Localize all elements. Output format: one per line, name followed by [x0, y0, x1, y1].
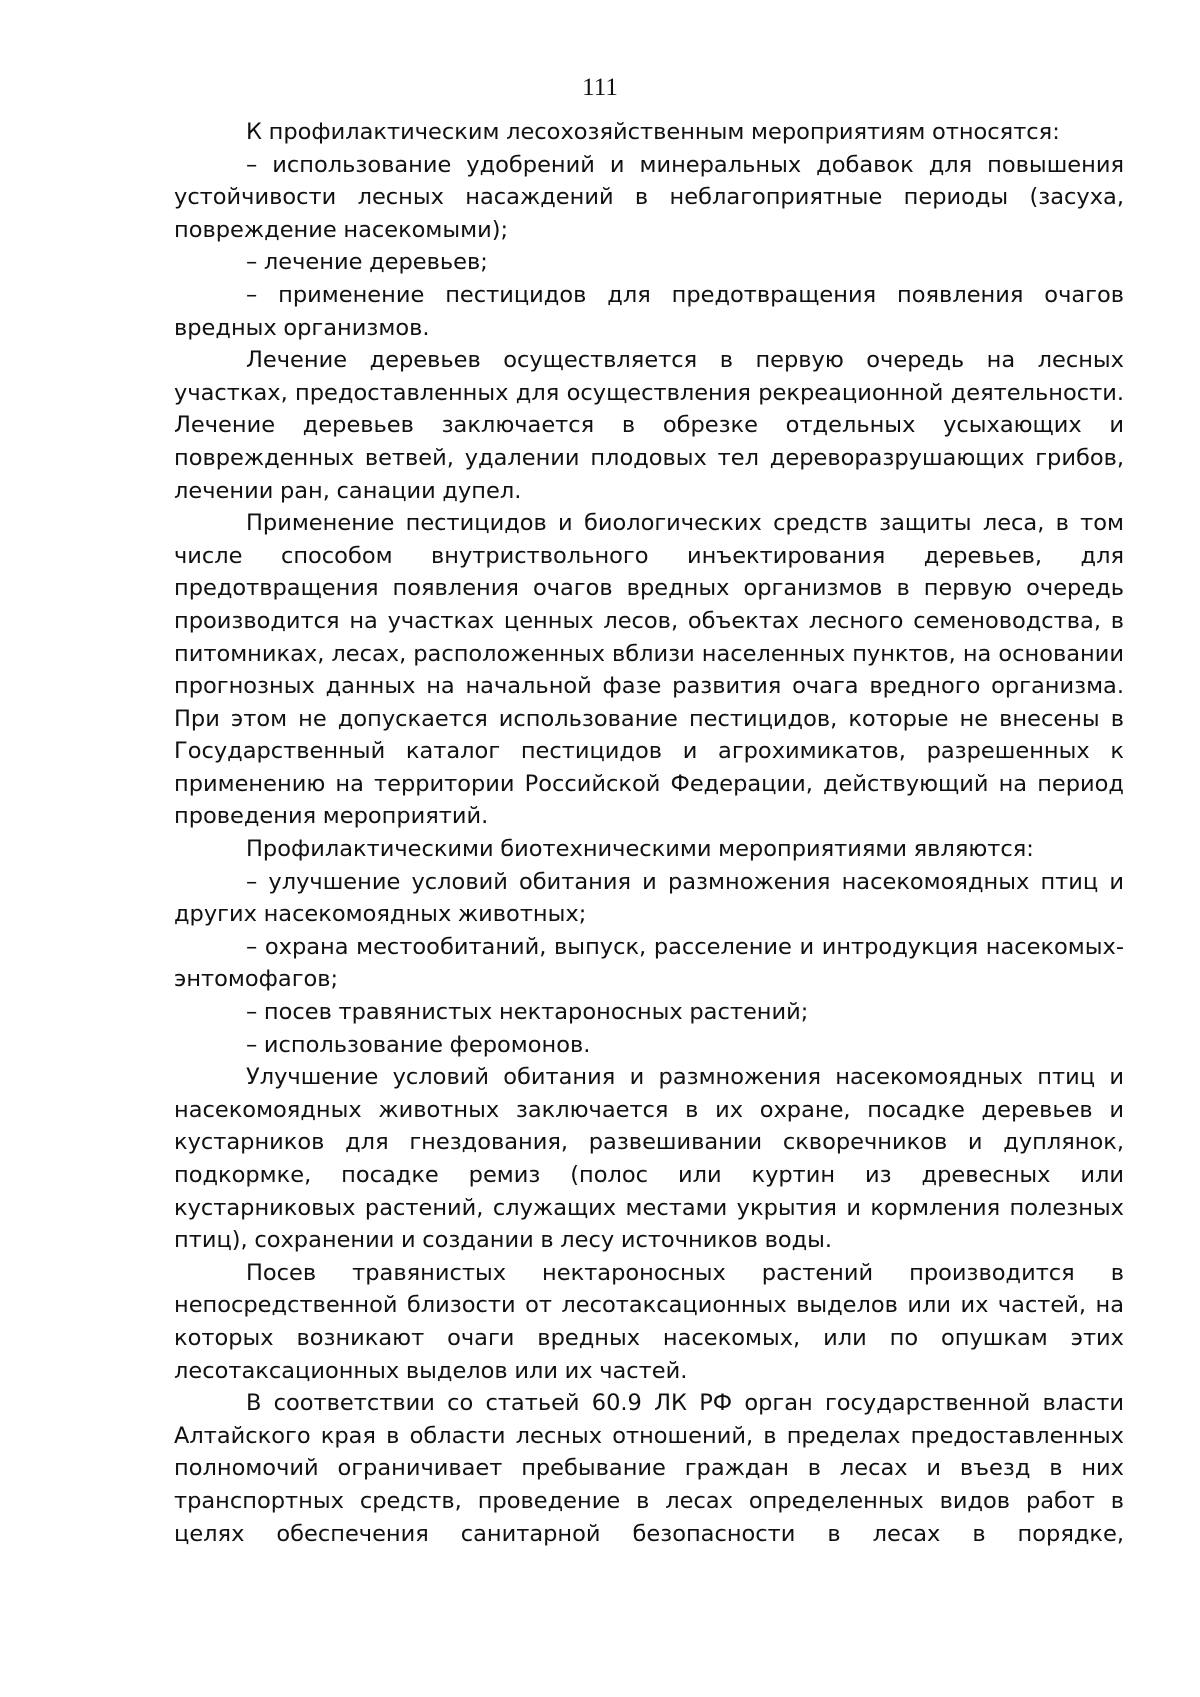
- paragraph-list-pesticides: – применение пестицидов для предотвращения появления очагов вредных организмов.: [174, 281, 1124, 341]
- paragraph-list-fertilizers: – использование удобрений и минеральных добавок для повышения устойчивости лесных насаждений в неблагоприятные периоды (засуха, повреждение насекомыми);: [174, 151, 1124, 243]
- paragraph-nectar-plant-sowing: Посев травянистых нектароносных растений производится в непосредственной близости от лесотаксационных выделов или их частей, на которых возникают очаги вредных насекомых, или по опушкам этих лесотаксационных выделов или их частей.: [174, 1259, 1124, 1384]
- paragraph-list-pheromones: – использование феромонов.: [246, 1031, 591, 1058]
- paragraph-intro-biotechnical-measures: Профилактическими биотехническими мероприятиями являются:: [246, 836, 1034, 863]
- paragraph-forest-code-article: В соответствии со статьей 60.9 ЛК РФ орган государственной власти Алтайского края в области лесных отношений, в пределах предоставленных полномочий ограничивает пребывание граждан в лесах и въезд в них транспортных средств, проведение в лесах определенных видов работ в целях обеспечения санитарной безопасности в лесах в порядке,: [174, 1390, 1124, 1547]
- paragraph-list-birds: – улучшение условий обитания и размножения насекомоядных птиц и других насекомоядных животных;: [174, 868, 1124, 928]
- paragraph-tree-treatment: Лечение деревьев осуществляется в первую очередь на лесных участках, предоставленных для осуществления рекреационной деятельности. Лечение деревьев заключается в обрезке отдельных усыхающих и поврежденных ветвей, удалении плодовых тел дереворазрушающих грибов, лечении ран, санации дупел.: [174, 347, 1124, 504]
- paragraph-pesticide-application: Применение пестицидов и биологических средств защиты леса, в том числе способом внутриствольного инъектирования деревьев, для предотвращения появления очагов вредных организмов в первую очередь производится на участках ценных лесов, объектах лесного семеноводства, в питомниках, лесах, расположенных вблизи населенных пунктов, на основании прогнозных данных на начальной фазе развития очага вредного организма. При этом не допускается использование пестицидов, которые не внесены в Государственный каталог пестицидов и агрохимикатов, разрешенных к применению на территории Российской Федерации, действующий на период проведения мероприятий.: [174, 510, 1124, 830]
- paragraph-list-tree-treatment: – лечение деревьев;: [246, 249, 488, 276]
- paragraph-list-nectar-plants: – посев травянистых нектароносных растений;: [246, 999, 809, 1026]
- paragraph-bird-habitat: Улучшение условий обитания и размножения насекомоядных птиц и насекомоядных животных заключается в их охране, посадке деревьев и кустарников для гнездования, развешивании скворечников и дуплянок, подкормке, посадке ремиз (полос или куртин из древесных или кустарниковых растений, служащих местами укрытия и кормления полезных птиц), сохранении и создании в лесу источников воды.: [174, 1064, 1124, 1254]
- page-number: 111: [582, 74, 618, 101]
- document-body: [174, 116, 1124, 1550]
- paragraph-intro-forestry-measures: К профилактическим лесохозяйственным мероприятиям относятся:: [246, 119, 1060, 145]
- paragraph-list-entomophages: – охрана местообитаний, выпуск, расселение и интродукция насекомых-энтомофагов;: [174, 933, 1124, 993]
